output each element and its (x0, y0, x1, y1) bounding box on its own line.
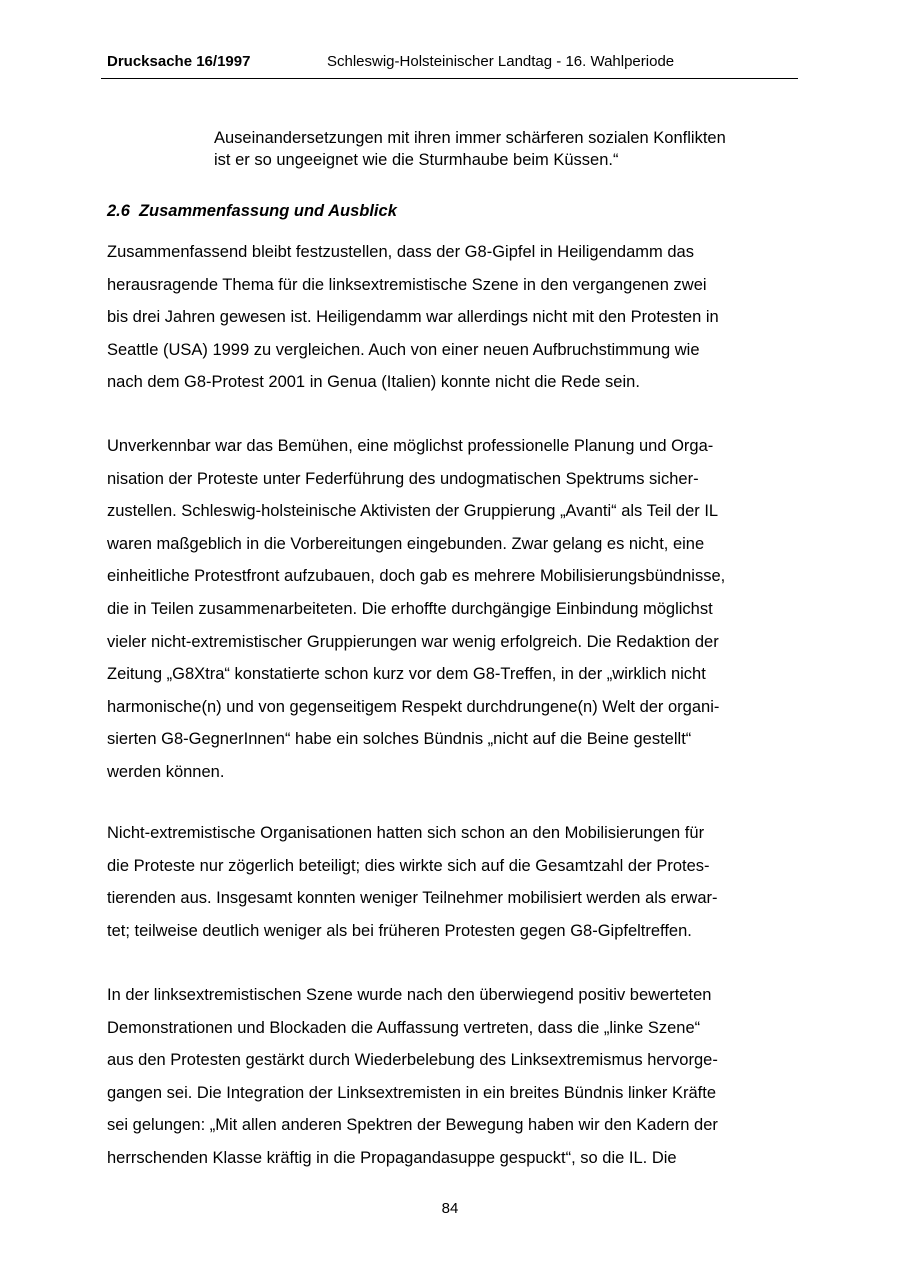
text-line: Seattle (USA) 1999 zu vergleichen. Auch von einer neuen Aufbruchstimmung wie (107, 340, 700, 359)
text-line: nisation der Proteste unter Federführung des undogmatischen Spektrums sicher- (107, 469, 699, 488)
quote-line: Auseinandersetzungen mit ihren immer schärferen sozialen Konflikten (214, 129, 726, 147)
text-line: aus den Protesten gestärkt durch Wiederbelebung des Linksextremismus hervorge- (107, 1051, 718, 1070)
page-header (101, 52, 798, 79)
paragraph-planning (107, 430, 807, 789)
text-line: werden können. (107, 762, 225, 781)
quote-block (214, 127, 804, 171)
text-line: Zeitung „G8Xtra“ konstatierte schon kurz vor dem G8-Treffen, in der „wirklich nicht (107, 665, 706, 684)
text-line: harmonische(n) und von gegenseitigem Respekt durchdrungene(n) Welt der organi- (107, 697, 720, 716)
paragraph-assessment (107, 979, 807, 1175)
text-line: vieler nicht-extremistischer Gruppierungen war wenig erfolgreich. Die Redaktion der (107, 632, 719, 651)
text-line: die in Teilen zusammenarbeiteten. Die erhoffte durchgängige Einbindung möglichst (107, 599, 713, 618)
page-number: 84 (441, 1200, 459, 1217)
paragraph-summary (107, 236, 807, 399)
text-line: sei gelungen: „Mit allen anderen Spektren der Bewegung haben wir den Kadern der (107, 1116, 718, 1135)
text-line: gangen sei. Die Integration der Linksextremisten in ein breites Bündnis linker Kräfte (107, 1083, 717, 1102)
parliament-title: Schleswig-Holsteinischer Landtag - 16. Wahlperiode (327, 53, 675, 70)
text-line: In der linksextremistischen Szene wurde nach den überwiegend positiv bewerteten (107, 986, 712, 1004)
document-number: Drucksache 16/1997 (107, 53, 251, 70)
text-line: bis drei Jahren gewesen ist. Heiligendamm war allerdings nicht mit den Protesten in (107, 308, 719, 327)
paragraph-participation (107, 817, 807, 947)
text-line: einheitliche Protestfront aufzubauen, doch gab es mehrere Mobilisierungsbündnisse, (107, 567, 726, 586)
text-line: Zusammenfassend bleibt festzustellen, dass der G8-Gipfel in Heiligendamm das (107, 243, 694, 261)
text-line: tierenden aus. Insgesamt konnten weniger Teilnehmer mobilisiert werden als erwar- (107, 889, 718, 908)
text-line: die Proteste nur zögerlich beteiligt; dies wirkte sich auf die Gesamtzahl der Protes- (107, 856, 710, 875)
text-line: Unverkennbar war das Bemühen, eine möglichst professionelle Planung und Orga- (107, 437, 714, 455)
text-line: herausragende Thema für die linksextremistische Szene in den vergangenen zwei (107, 275, 707, 294)
text-line: nach dem G8-Protest 2001 in Genua (Italien) konnte nicht die Rede sein. (107, 373, 640, 392)
text-line: herrschenden Klasse kräftig in die Propagandasuppe gespuckt“, so die IL. Die (107, 1148, 677, 1167)
text-line: sierten G8-GegnerInnen“ habe ein solches Bündnis „nicht auf die Beine gestellt“ (107, 730, 692, 749)
section-heading (107, 202, 397, 221)
section-number: 2.6 (107, 202, 130, 220)
text-line: Nicht-extremistische Organisationen hatten sich schon an den Mobilisierungen für (107, 824, 705, 842)
section-title: Zusammenfassung und Ausblick (138, 202, 397, 220)
text-line: waren maßgeblich in die Vorbereitungen eingebunden. Zwar gelang es nicht, eine (107, 534, 705, 553)
quote-line: ist er so ungeeignet wie die Sturmhaube beim Küssen.“ (214, 151, 619, 169)
text-line: Demonstrationen und Blockaden die Auffassung vertreten, dass die „linke Szene“ (107, 1018, 701, 1037)
text-line: tet; teilweise deutlich weniger als bei früheren Protesten gegen G8-Gipfeltreffen. (107, 921, 692, 940)
text-line: zustellen. Schleswig-holsteinische Aktivisten der Gruppierung „Avanti“ als Teil der IL (107, 502, 719, 521)
